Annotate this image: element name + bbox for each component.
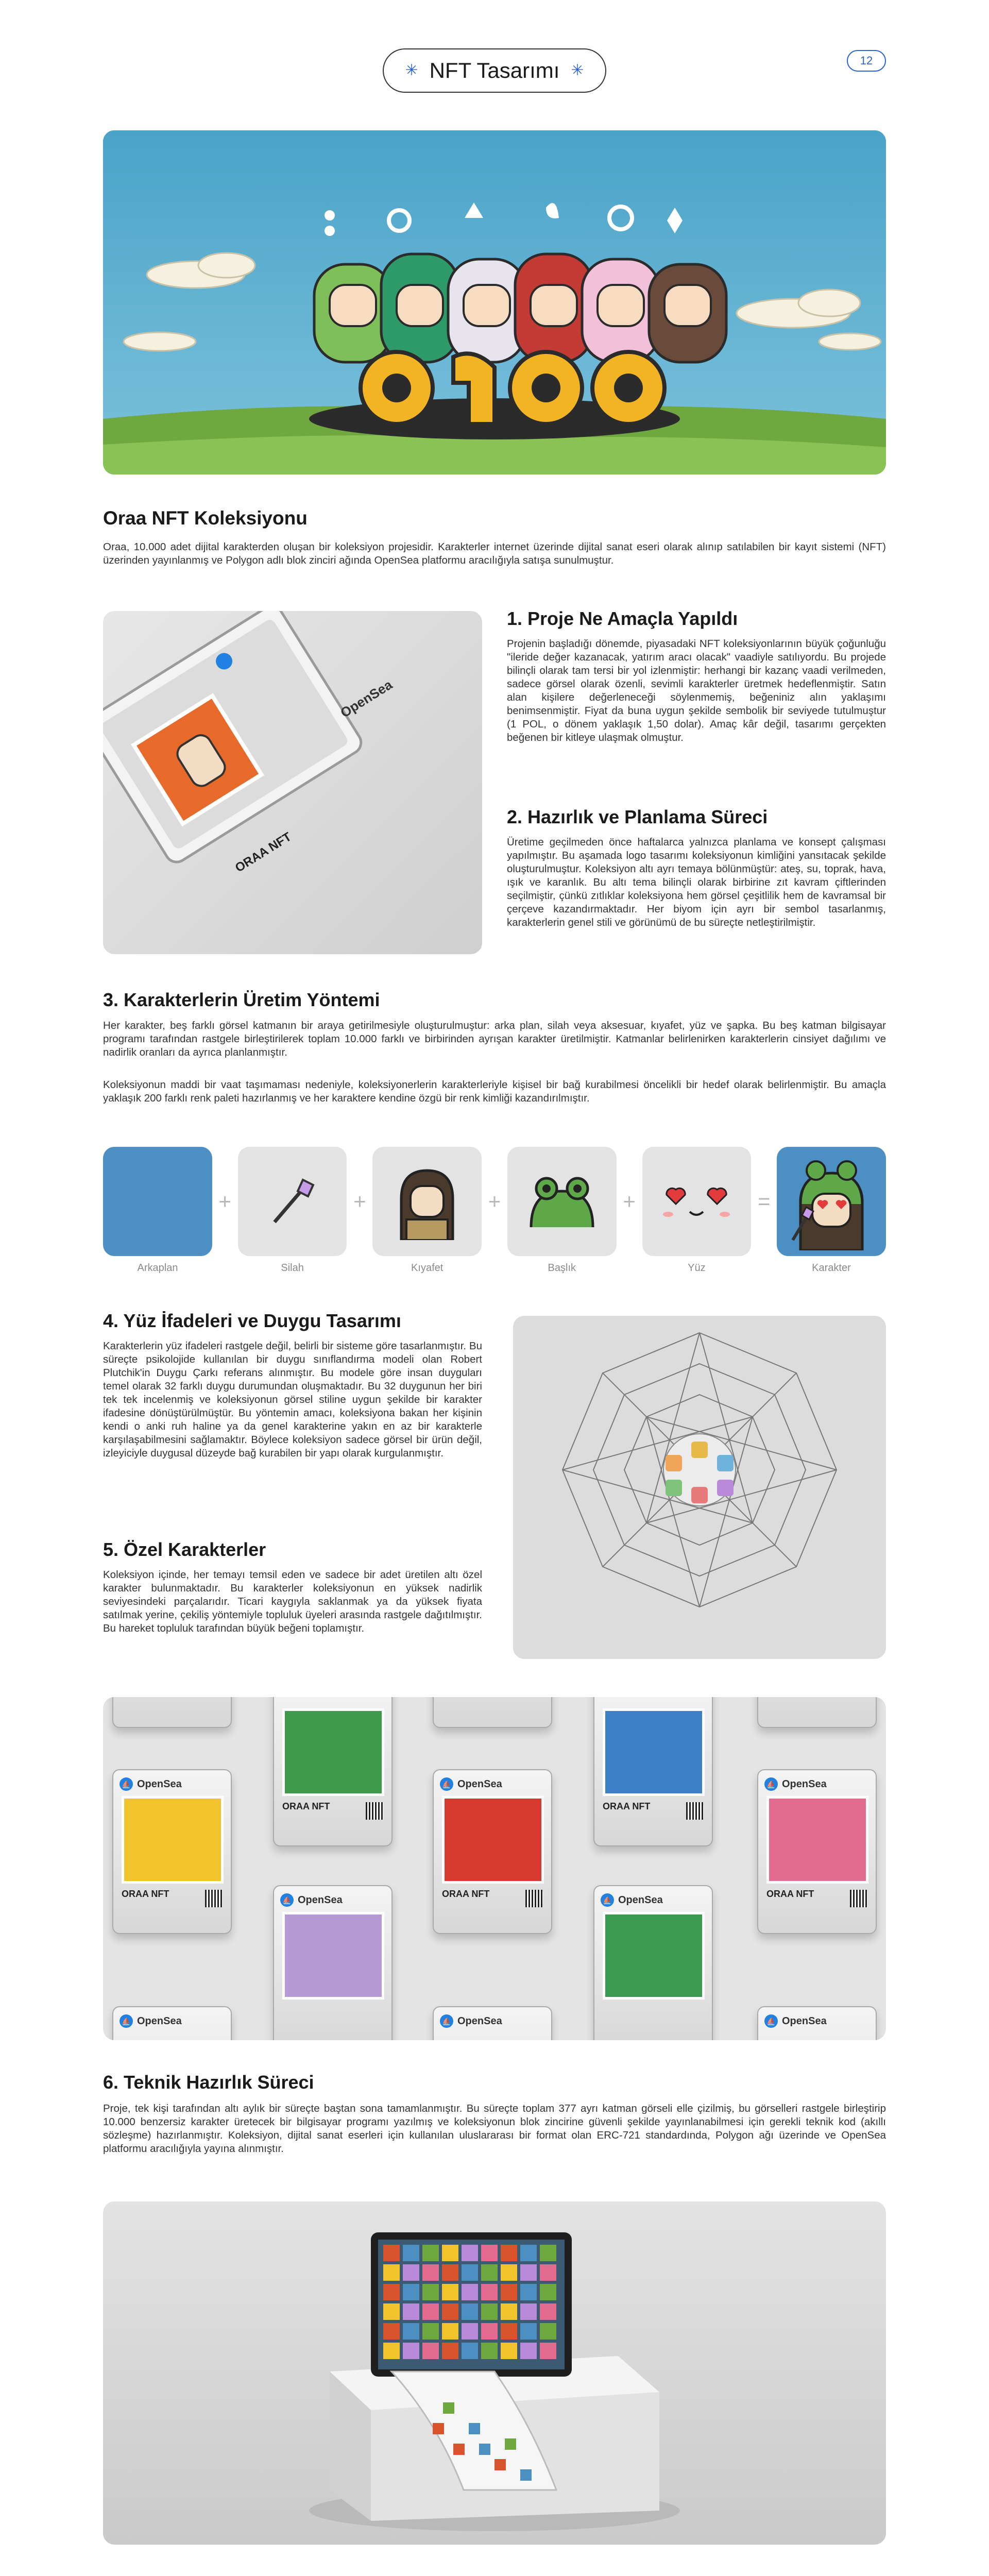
layer-tile-weapon [238, 1147, 347, 1256]
screen-thumbnail [462, 2303, 478, 2320]
collage-card [433, 1697, 552, 1728]
screen-thumbnail [403, 2264, 419, 2281]
collage-card: ⛵ OpenSea [112, 2006, 232, 2040]
sparkle-icon: ✳ [571, 62, 584, 79]
screen-thumbnail [481, 2264, 498, 2281]
screen-thumbnail [442, 2284, 458, 2300]
layer-tiles-row [103, 1147, 886, 1256]
screen-thumbnail [481, 2284, 498, 2300]
section-6-title: 6. Teknik Hazırlık Süreci [103, 2072, 314, 2093]
section-5-body: Koleksiyon içinde, her temayı temsil eden ve sadece bir adet üretilen altı özel karakter bulunmaktadır. Bu karakterler koleksiyonun en yüksek nadirlik seviyesindeki parçalarıdır. Ticari kaygıyla saklanmak ya da yüksek fiyata satılmak yerine, çekiliş yöntemiyle topluluk üyeleri arasında rastgele dağıtılmıştır. Bu hareket topluluk tarafından büyük beğeni toplamıştır. [103, 1569, 482, 1634]
screen-thumbnail [540, 2284, 556, 2300]
screen-thumbnail [403, 2303, 419, 2320]
screen-thumbnail [520, 2245, 537, 2261]
layer-tile-background [103, 1147, 212, 1256]
collage-card: ⛵ OpenSea ORAA NFT [112, 1769, 232, 1934]
screen-thumbnail [520, 2343, 537, 2359]
section-5-title: 5. Özel Karakterler [103, 1539, 266, 1560]
screen-thumbnail [462, 2284, 478, 2300]
layer-tile-result [777, 1147, 886, 1256]
section-1-body: Projenin başladığı dönemde, piyasadaki NFT koleksiyonlarının büyük çoğunluğu "ileride değer kazanacak, yatırım aracı olacak" vaadiyle satılıyordu. Bu projede bilinçli olarak tam tersi bir yol izlenmiştir: herhangi bir kazanç vaadi verilmeden, sadece görsel olarak özenli, sevimli karakterler üretmek hedeflenmiştir. Satın alan kişilere değerleneceği söylenmemiş, beğeniniz alın yaklaşımı benimsenmiştir. Fiyat da buna uygun şekilde sembolik bir seviyede tutulmuştur (1 POL, o dönem yaklaşık 1,50 dolar). Amaç kâr değil, tasarımı gerçekten beğenen bir kitleye ulaşmak olmuştur. [507, 638, 886, 743]
screen-thumbnail [422, 2303, 439, 2320]
plus-sign: + [488, 1189, 501, 1213]
layer-tile-outfit [372, 1147, 482, 1256]
screen-thumbnail [481, 2343, 498, 2359]
section-3-body-2: Koleksiyonun maddi bir vaat taşımaması nedeniyle, koleksiyonerlerin karakterleriyle kişisel bir bağ kurabilmesi öncelikli bir hedef olarak belirlenmiştir. Bu amaçla yaklaşık 200 farklı renk paleti hazırlanmış ve her karaktere kendine özgü bir renk kimliği kazandırılmıştır. [103, 1079, 886, 1104]
layer-label-outfit: Kıyafet [411, 1262, 444, 1274]
section-4-body: Karakterlerin yüz ifadeleri rastgele değil, belirli bir sisteme göre tasarlanmıştır. Bu süreçte psikolojide kullanılan bir duygu sınıflandırma modeli olan Robert Plutchik'in Duygu Çarkı referans alınmıştır. Bu modele göre insan duyguları temel olarak 32 farklı duygu durumundan oluşmaktadır. Bu 32 duygunun her biri tek tek incelenmiş ve koleksiyonun görsel stiline uygun şekilde bir karakter ifadesine dönüştürülmüştür. Bu yöntemin amacı, koleksiyona bakan her kişinin kendi o anki ruh haline ya da genel karakterine yakın en az bir karakterle karşılaşabilmesini sağlamaktır. Böylece koleksiyon sadece görsel bir ürün değil, izleyiciyle duygusal düzeyde bağ kurabilen bir yapı olarak kurgulanmıştır. [103, 1340, 482, 1459]
hero-illustration [103, 130, 886, 474]
screen-thumbnail [520, 2303, 537, 2320]
screen-thumbnail [501, 2264, 517, 2281]
screen-thumbnail [383, 2343, 400, 2359]
collage-card: ORAA NFT [593, 1697, 713, 1846]
page-title: NFT Tasarımı [429, 58, 560, 82]
screen-thumbnail [501, 2343, 517, 2359]
screen-thumbnail [422, 2343, 439, 2359]
collage-card [757, 1697, 877, 1728]
screen-thumbnail [442, 2343, 458, 2359]
page-number-badge: 12 [847, 50, 886, 72]
opensea-card-brand: OpenSea [337, 676, 395, 721]
screen-thumbnail [501, 2323, 517, 2340]
screen-thumbnail [481, 2303, 498, 2320]
plus-sign: + [623, 1189, 636, 1213]
screen-thumbnail [422, 2264, 439, 2281]
layer-tile-face [642, 1147, 752, 1256]
plus-sign: + [218, 1189, 231, 1213]
staff-weapon-icon [262, 1171, 323, 1232]
tablet-pedestal-illustration [103, 2201, 886, 2545]
section-4-title: 4. Yüz İfadeleri ve Duygu Tasarımı [103, 1310, 401, 1331]
screen-thumbnail [383, 2303, 400, 2320]
screen-thumbnail [442, 2245, 458, 2261]
collage-card: ORAA NFT [273, 1697, 393, 1846]
screen-thumbnail [442, 2323, 458, 2340]
layer-label-background: Arkaplan [137, 1262, 178, 1274]
section-2-title: 2. Hazırlık ve Planlama Süreci [507, 806, 768, 827]
hooded-outfit-icon [391, 1163, 463, 1240]
screen-thumbnail [403, 2245, 419, 2261]
sparkle-icon: ✳ [405, 62, 418, 79]
collage-card: ⛵ OpenSea [433, 2006, 552, 2040]
screen-thumbnail [462, 2343, 478, 2359]
section-6-body: Proje, tek kişi tarafından altı aylık bir süreçte baştan sona tamamlanmıştır. Bu süreçte toplam 377 ayrı katman görseli elle çizilmiş, bu görselleri rastgele birleştirip 10.000 benzersiz karakter üretecek bir bilgisayar programı yazılmış ve koleksiyonun blok zincirine güvenli şekilde yayınlanabilmesi için gerekli teknik kod (akıllı sözleşme) hazırlanmıştır. Koleksiyon, dijital sanat eserleri için kullanılan uluslararası bir format olan ERC-721 standardında, Polygon ağı üzerinde ve OpenSea platformu aracılığıyla yayına alınmıştır. [103, 2103, 886, 2155]
screen-thumbnail [462, 2245, 478, 2261]
screen-thumbnail [540, 2323, 556, 2340]
screen-thumbnail [501, 2303, 517, 2320]
screen-thumbnail [520, 2264, 537, 2281]
opensea-card-image [103, 611, 482, 954]
screen-thumbnail [540, 2343, 556, 2359]
plus-sign: + [353, 1189, 366, 1213]
screen-thumbnail [462, 2323, 478, 2340]
tablet-showcase-image [103, 2201, 886, 2545]
plutchik-wheel-diagram [513, 1316, 886, 1659]
screen-thumbnail [501, 2284, 517, 2300]
screen-thumbnail [383, 2323, 400, 2340]
layer-label-hat: Başlık [548, 1262, 576, 1274]
layer-label-result: Karakter [812, 1262, 851, 1274]
screen-thumbnail [481, 2323, 498, 2340]
screen-thumbnail [442, 2264, 458, 2281]
screen-thumbnail [540, 2264, 556, 2281]
layer-label-weapon: Silah [281, 1262, 304, 1274]
screen-thumbnail [481, 2245, 498, 2261]
screen-thumbnail [540, 2303, 556, 2320]
screen-thumbnail [520, 2323, 537, 2340]
screen-thumbnail [422, 2323, 439, 2340]
screen-thumbnail [383, 2284, 400, 2300]
opensea-slab-illustration [103, 611, 482, 954]
emotion-wheel-image [513, 1316, 886, 1659]
screen-thumbnail [383, 2245, 400, 2261]
screen-thumbnail [422, 2284, 439, 2300]
section-3-body-1: Her karakter, beş farklı görsel katmanın bir araya getirilmesiyle oluşturulmuştur: arka plan, silah veya aksesuar, kıyafet, yüz ve şapka. Bu beş katman bilgisayar programı tarafından rastgele birleştirilerek toplam 10.000 farklı ve birbirinden ayrışan karakter üretilmiştir. Katmanlar belirlenirken karakterlerin cinsiyet dağılımı ve nadirlik oranları da ayrıca planlanmıştır. [103, 1020, 886, 1058]
intro-body: Oraa, 10.000 adet dijital karakterden oluşan bir koleksiyon projesidir. Karakterler internet üzerinde dijital sanat eseri olarak alınıp satılabilen bir kayıt sistemi (NFT) üzerinden yayınlanmış ve Polygon adlı blok zinciri ağında OpenSea platformu aracılığıyla satışa sunulmuştur. [103, 541, 886, 566]
section-2-body: Üretime geçilmeden önce haftalarca yalnızca planlama ve konsept çalışması yapılmıştır. Bu aşamada logo tasarımı koleksiyonun kimliğini yansıtacak şekilde oluşturulmuştur. Koleksiyon altı ayrı temaya bölünmüştür: ateş, su, toprak, hava, ışık ve karanlık. Bu altı tema bilinçli olarak birbirine zıt kavram çiftlerinden seçilmiştir, çünkü zıtlıklar koleksiyona hem görsel çeşitlilik hem de kavramsal bir çerçeve kazandırmaktadır. Her biyom için ayrı bir sembol tasarlanmış, karakterlerin genel stili ve görünümü de bu süreçte netleştirilmiştir. [507, 836, 886, 928]
hero-banner-image [103, 130, 886, 474]
layer-label-face: Yüz [688, 1262, 706, 1274]
screen-thumbnail [403, 2284, 419, 2300]
collage-card: ⛵ OpenSea ORAA NFT [433, 1769, 552, 1934]
cards-collage-image [103, 1697, 886, 2040]
opensea-card-caption: ORAA NFT [232, 829, 294, 875]
screen-thumbnail [520, 2284, 537, 2300]
intro-title: Oraa NFT Koleksiyonu [103, 507, 308, 529]
page-title-pill [383, 48, 606, 93]
screen-thumbnail [383, 2264, 400, 2281]
equals-sign: = [758, 1189, 771, 1213]
screen-thumbnail [403, 2323, 419, 2340]
collage-card: ⛵ OpenSea [593, 1885, 713, 2040]
screen-thumbnail [403, 2343, 419, 2359]
collage-card: ⛵ OpenSea [757, 2006, 877, 2040]
collage-card: ⛵ OpenSea ORAA NFT [757, 1769, 877, 1934]
composed-character-icon [788, 1153, 875, 1250]
screen-thumbnail [422, 2245, 439, 2261]
section-3-title: 3. Karakterlerin Üretim Yöntemi [103, 989, 380, 1010]
section-1-title: 1. Proje Ne Amaçla Yapıldı [507, 608, 738, 629]
collage-card: ⛵ OpenSea [273, 1885, 393, 2040]
collage-card [112, 1697, 232, 1728]
layer-tile-hat [507, 1147, 617, 1256]
screen-thumbnail [501, 2245, 517, 2261]
layer-labels-row [103, 1262, 886, 1274]
frog-hat-icon [523, 1171, 601, 1232]
screen-thumbnail [540, 2245, 556, 2261]
screen-thumbnail [442, 2303, 458, 2320]
screen-thumbnail [462, 2264, 478, 2281]
heart-eyes-face-icon [658, 1176, 735, 1227]
